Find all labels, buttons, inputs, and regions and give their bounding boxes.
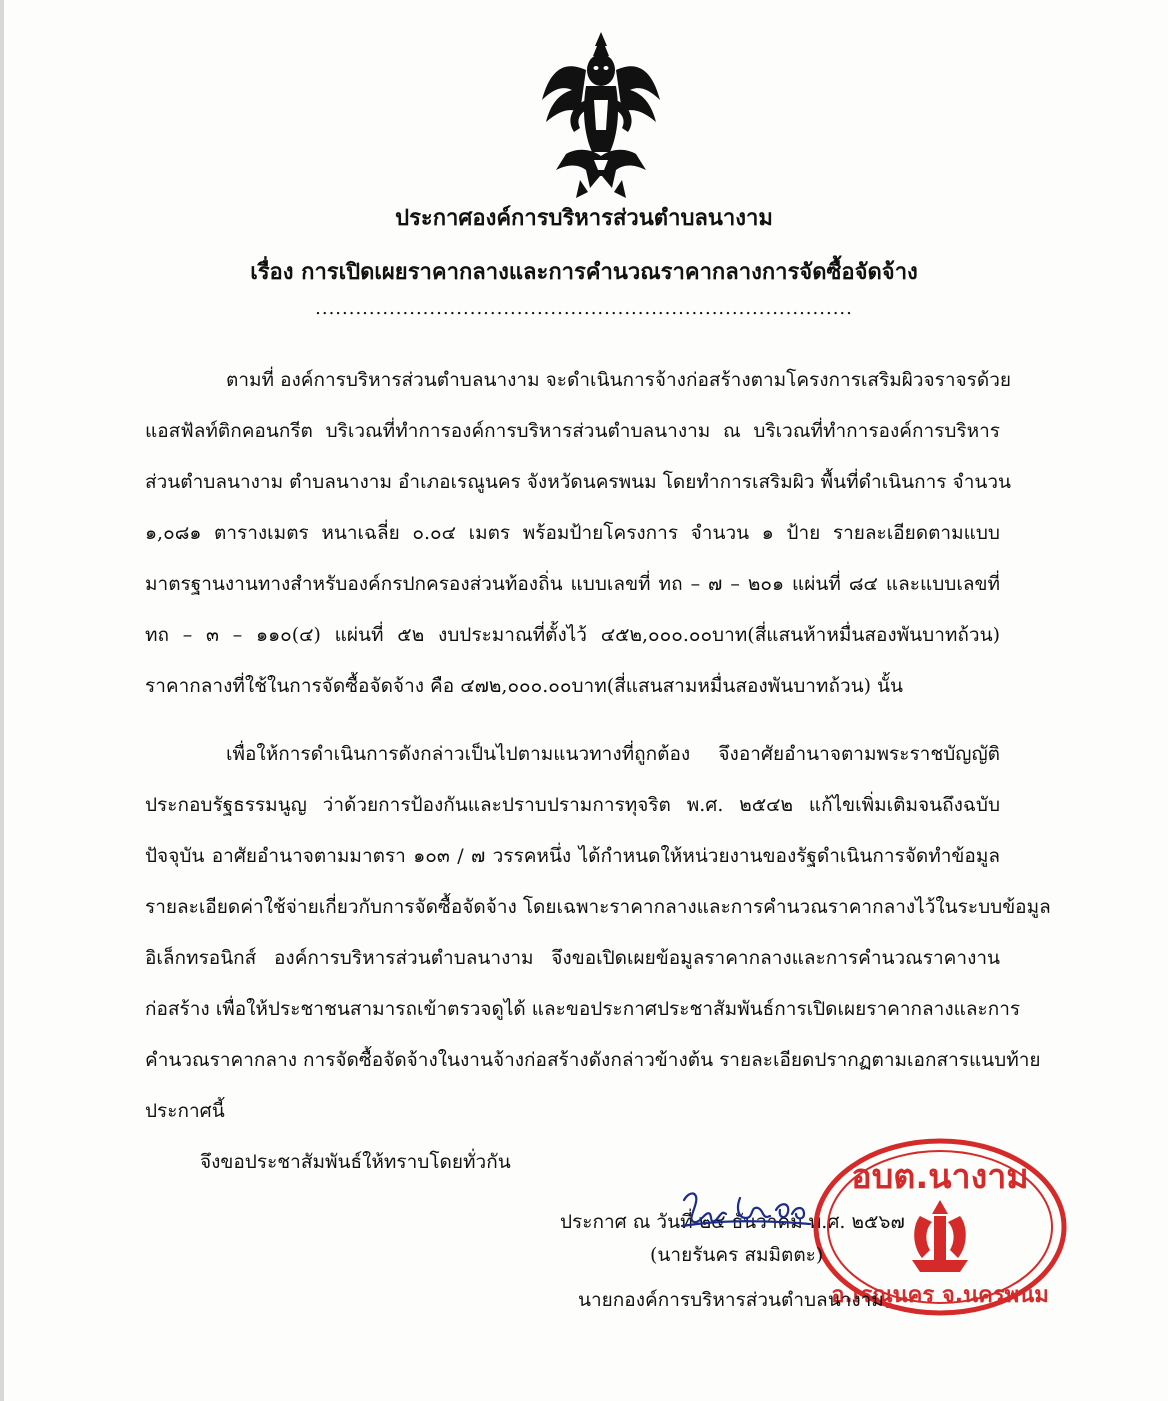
paragraph2-line: ประกอบรัฐธรรมนูญ ว่าด้วยการป้องกันและปราบปรามการทุจริต พ.ศ. ๒๕๔๒ แก้ไขเพิ่มเติมจนถึงฉบับ bbox=[145, 794, 1000, 816]
announcement-title: ประกาศองค์การบริหารส่วนตำบลนางาม bbox=[395, 206, 773, 231]
paragraph2-line: คำนวณราคากลาง การจัดซื้อจัดจ้างในงานจ้างก่อสร้างดังกล่าวข้างต้น รายละเอียดปรากฏตามเอกสารแนบท้าย bbox=[145, 1049, 1041, 1071]
paragraph2-line: อิเล็กทรอนิกส์ องค์การบริหารส่วนตำบลนางาม จึงขอเปิดเผยข้อมูลราคากลางและการคำนวณราคางาน bbox=[145, 947, 1000, 969]
paragraph2-line: ประกาศนี้ bbox=[145, 1100, 225, 1122]
paragraph1-line: ตามที่ องค์การบริหารส่วนตำบลนางาม จะดำเนินการจ้างก่อสร้างตามโครงการเสริมผิวจราจรด้วย bbox=[226, 369, 1012, 391]
closing-statement: จึงขอประชาสัมพันธ์ให้ทราบโดยทั่วกัน bbox=[200, 1151, 511, 1173]
paragraph2-line: รายละเอียดค่าใช้จ่ายเกี่ยวกับการจัดซื้อจัดจ้าง โดยเฉพาะราคากลางและการคำนวณราคากลางไว้ในระบบข้อมูล bbox=[145, 896, 1051, 918]
stamp-center-emblem-icon bbox=[912, 1200, 968, 1272]
stamp-bottom-text: อ.เรณูนคร จ.นครพนม bbox=[831, 1283, 1049, 1308]
paragraph1-line: มาตรฐานงานทางสำหรับองค์กรปกครองส่วนท้องถิ่น แบบเลขที่ ทถ – ๗ – ๒๐๑ แผ่นที่ ๘๔ และแบบเลขที่ bbox=[145, 573, 1000, 595]
paragraph1-line: ๑,๐๘๑ ตารางเมตร หนาเฉลี่ย ๐.๐๔ เมตร พร้อมป้ายโครงการ จำนวน ๑ ป้าย รายละเอียดตามแบบ bbox=[145, 522, 1000, 544]
title-separator: ................................................................................ bbox=[315, 298, 853, 319]
signer-name: (นายรันคร สมมิตตะ) bbox=[650, 1244, 824, 1266]
paragraph1-line: ส่วนตำบลนางาม ตำบลนางาม อำเภอเรณูนคร จังหวัดนครพนม โดยทำการเสริมผิว พื้นที่ดำเนินการ จำนวน bbox=[145, 471, 1012, 493]
garuda-emblem-icon bbox=[536, 30, 666, 200]
announcement-date: ประกาศ ณ วันที่ ๒๔ ธันวาคม พ.ศ. ๒๕๖๗ bbox=[560, 1211, 905, 1233]
handwritten-signature bbox=[680, 1180, 830, 1235]
signer-position: นายกองค์การบริหารส่วนตำบลนางาม bbox=[578, 1289, 884, 1311]
paragraph2-line: ก่อสร้าง เพื่อให้ประชาชนสามารถเข้าตรวจดูได้ และขอประกาศประชาสัมพันธ์การเปิดเผยราคากลางและการ bbox=[145, 998, 1021, 1020]
announcement-subject: เรื่อง การเปิดเผยราคากลางและการคำนวณราคากลางการจัดซื้อจัดจ้าง bbox=[250, 260, 918, 285]
paragraph1-line: ราคากลางที่ใช้ในการจัดซื้อจัดจ้าง คือ ๔๗๒,๐๐๐.๐๐บาท(สี่แสนสามหมื่นสองพันบาทถ้วน) นั้น bbox=[145, 675, 904, 697]
paragraph2-line: เพื่อให้การดำเนินการดังกล่าวเป็นไปตามแนวทางที่ถูกต้อง จึงอาศัยอำนาจตามพระราชบัญญัติ bbox=[226, 743, 1000, 765]
paragraph1-line: ทถ – ๓ – ๑๑๐(๔) แผ่นที่ ๕๒ งบประมาณที่ตั้งไว้ ๔๕๒,๐๐๐.๐๐บาท(สี่แสนห้าหมื่นสองพันบาทถ้วน) bbox=[145, 624, 1000, 646]
paragraph2-line: ปัจจุบัน อาศัยอำนาจตามมาตรา ๑๐๓ / ๗ วรรคหนึ่ง ได้กำหนดให้หน่วยงานของรัฐดำเนินการจัดทำข้อมูล bbox=[145, 845, 1000, 867]
paragraph1-line: แอสฟัลท์ติกคอนกรีต บริเวณที่ทำการองค์การบริหารส่วนตำบลนางาม ณ บริเวณที่ทำการองค์การบริหาร bbox=[145, 420, 1000, 442]
stamp-top-text: อบต.นางาม bbox=[851, 1157, 1029, 1197]
